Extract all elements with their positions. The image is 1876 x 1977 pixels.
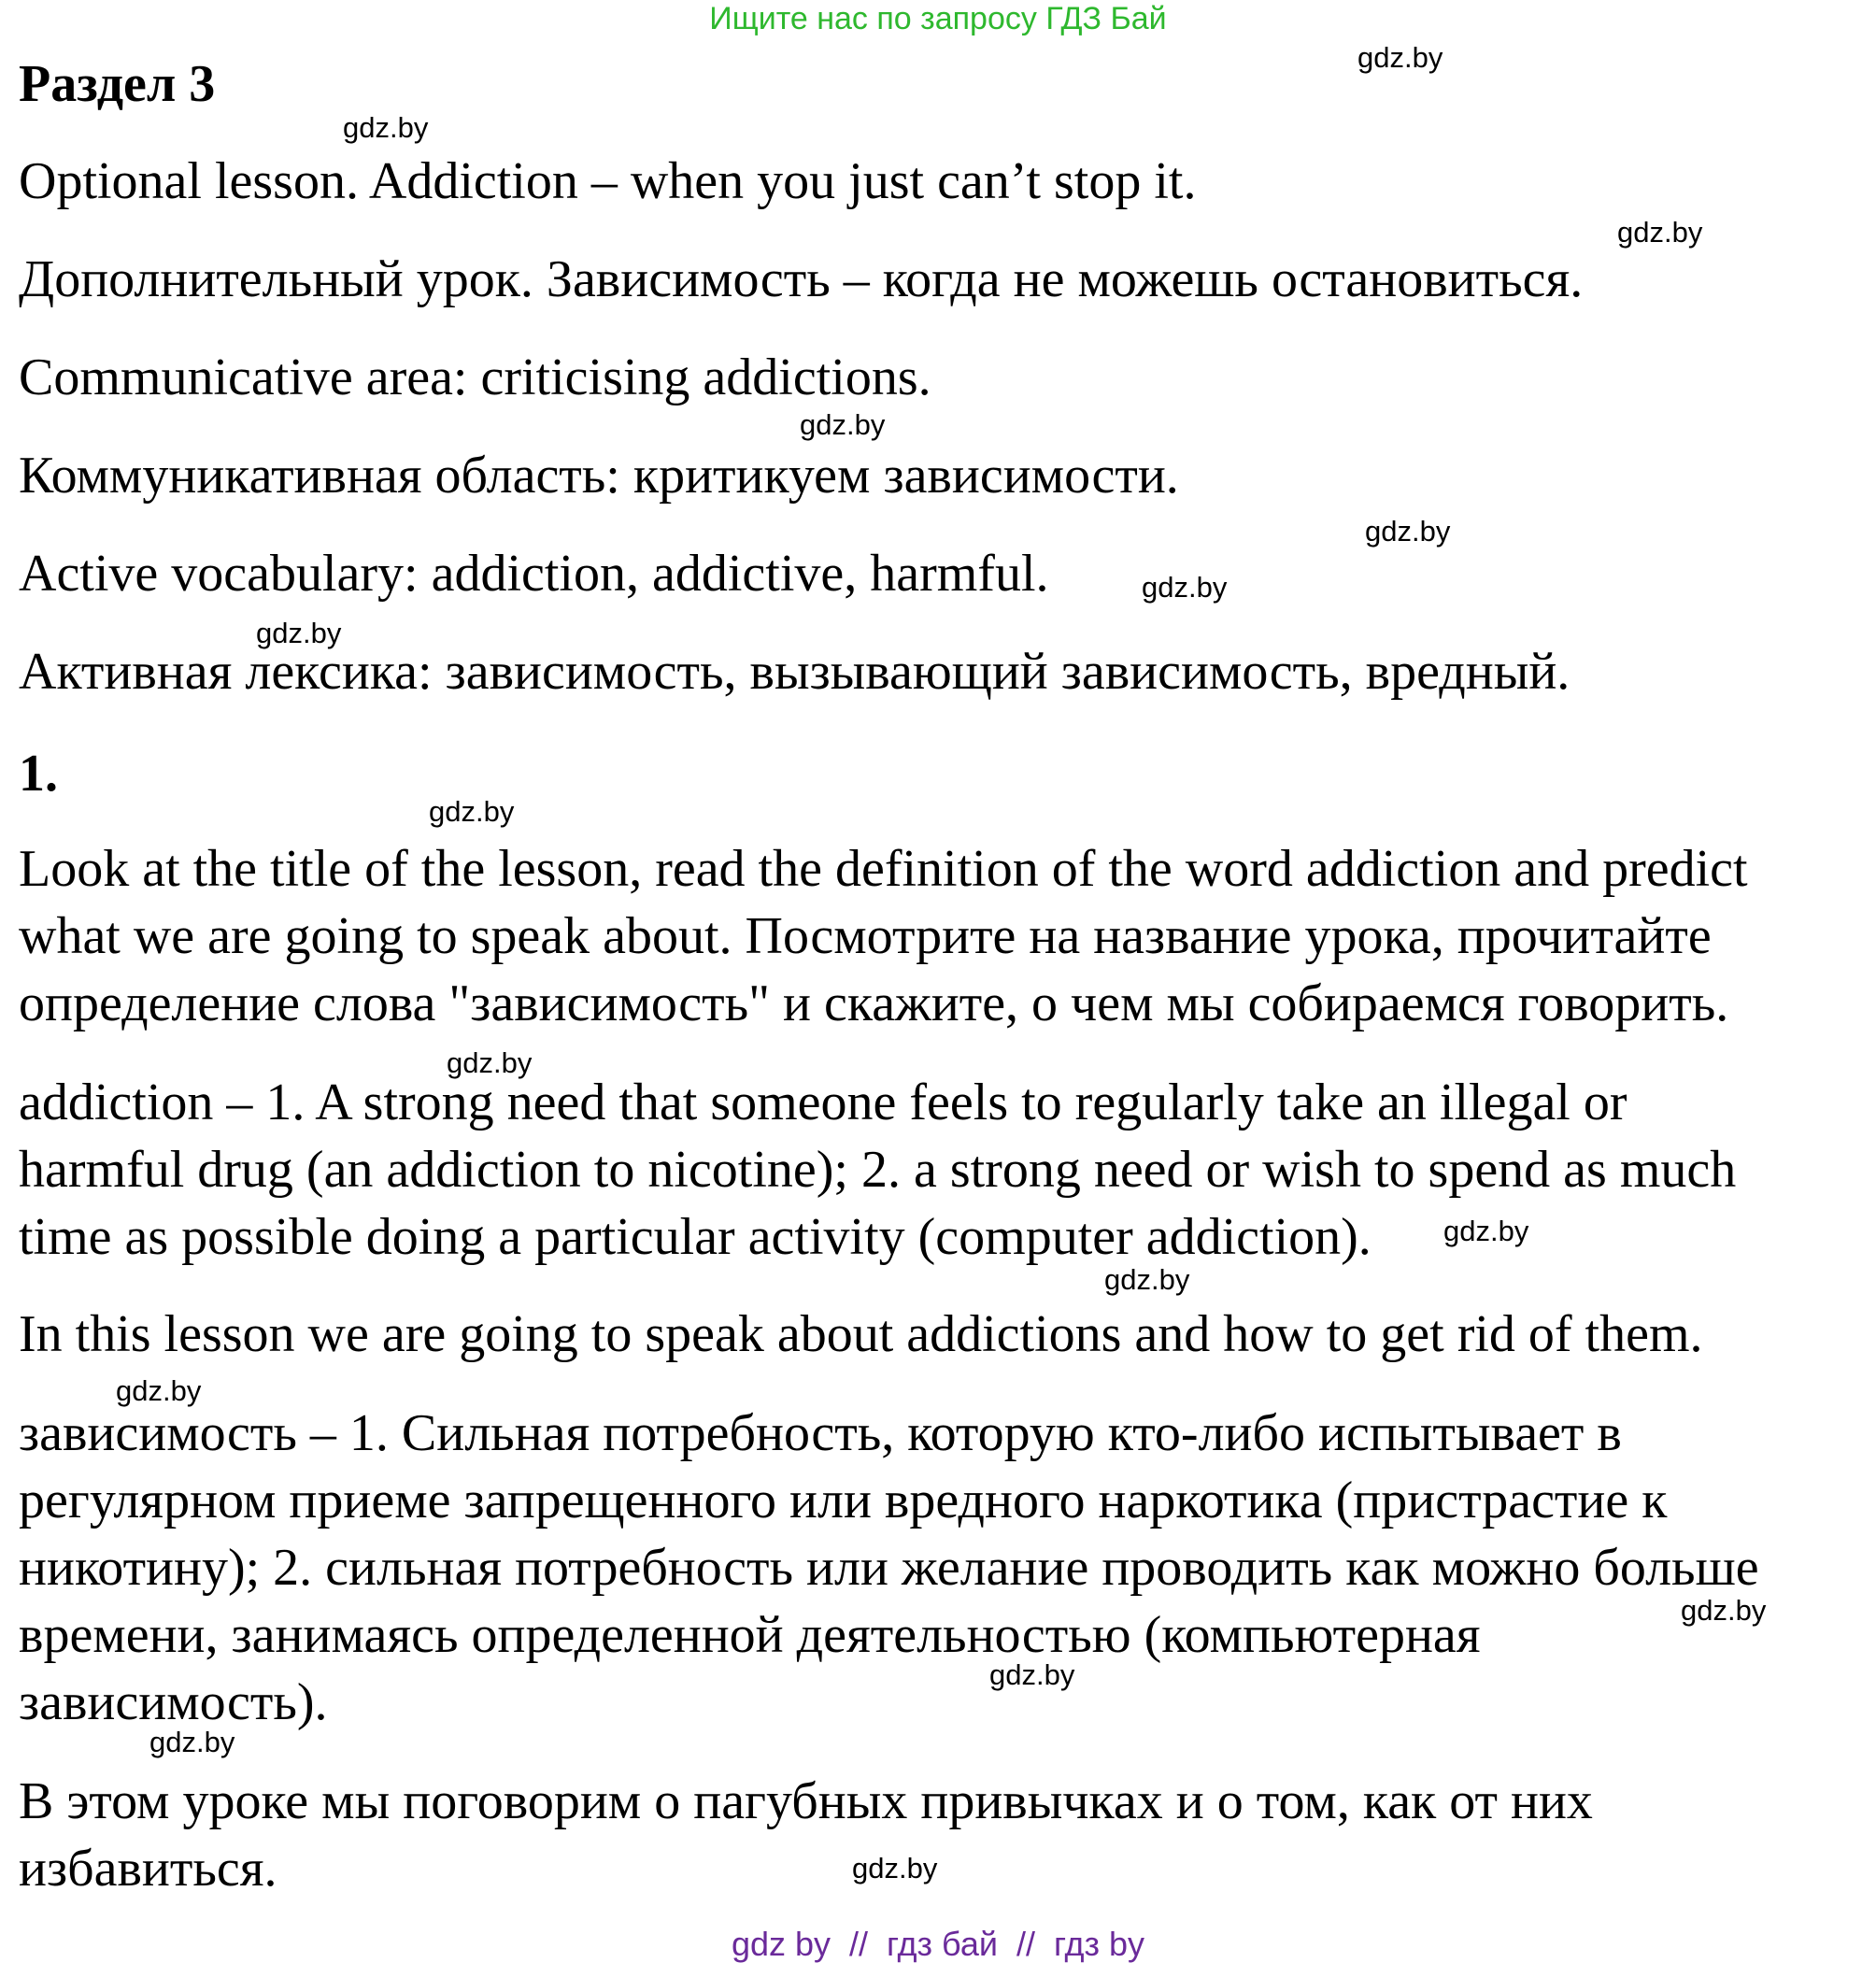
task-line: what we are going to speak about. Посмотрите на название урока, прочитайте xyxy=(19,907,1712,965)
answer-ru-line: В этом уроке мы поговорим о пагубных привычках и о том, как от них xyxy=(19,1772,1593,1830)
top-banner-link[interactable]: Ищите нас по запросу ГДЗ Бай xyxy=(709,1,1167,36)
answer-en: In this lesson we are going to speak about addictions and how to get rid of them. xyxy=(19,1305,1703,1363)
watermark: gdz.by xyxy=(1142,571,1228,604)
footer-links[interactable]: gdz by // гдз бай // гдз by xyxy=(731,1925,1145,1963)
watermark: gdz.by xyxy=(1104,1263,1190,1296)
definition-ru-line: зависимость). xyxy=(19,1673,328,1731)
watermark: gdz.by xyxy=(989,1658,1075,1691)
definition-en-line: time as possible doing a particular activity (computer addiction). xyxy=(19,1208,1371,1266)
watermark: gdz.by xyxy=(256,617,342,649)
task-line: Look at the title of the lesson, read the definition of the word addiction and predict xyxy=(19,840,1748,898)
definition-ru-line: времени, занимаясь определенной деятельностью (компьютерная xyxy=(19,1606,1481,1664)
watermark: gdz.by xyxy=(343,111,429,144)
communicative-area-ru: Коммуникативная область: критикуем зависимости. xyxy=(19,447,1179,505)
active-vocabulary-ru: Активная лексика: зависимость, вызывающий зависимость, вредный. xyxy=(19,643,1570,701)
watermark: gdz.by xyxy=(1617,216,1703,249)
watermark: gdz.by xyxy=(447,1046,533,1079)
watermark: gdz.by xyxy=(1357,41,1443,74)
definition-en-line: addiction – 1. A strong need that someone feels to regularly take an illegal or xyxy=(19,1074,1627,1131)
watermark: gdz.by xyxy=(852,1852,938,1885)
definition-ru-line: регулярном приеме запрещенного или вредного наркотика (пристрастие к xyxy=(19,1472,1668,1529)
watermark: gdz.by xyxy=(1443,1215,1529,1247)
lesson-title-en: Optional lesson. Addiction – when you just can’t stop it. xyxy=(19,152,1197,210)
watermark: gdz.by xyxy=(1681,1594,1767,1627)
watermark: gdz.by xyxy=(149,1726,235,1758)
watermark: gdz.by xyxy=(1365,515,1451,548)
answer-ru-line: избавиться. xyxy=(19,1840,277,1898)
exercise-number: 1. xyxy=(19,745,58,803)
watermark: gdz.by xyxy=(116,1374,202,1407)
definition-ru-line: зависимость – 1. Сильная потребность, которую кто-либо испытывает в xyxy=(19,1404,1622,1462)
lesson-title-ru: Дополнительный урок. Зависимость – когда не можешь остановиться. xyxy=(19,250,1584,308)
section-title: Раздел 3 xyxy=(19,55,216,113)
definition-en-line: harmful drug (an addiction to nicotine); 2. a strong need or wish to spend as much xyxy=(19,1141,1737,1199)
communicative-area-en: Communicative area: criticising addictions. xyxy=(19,348,931,406)
definition-ru-line: никотину); 2. сильная потребность или желание проводить как можно больше xyxy=(19,1539,1759,1597)
task-line: определение слова "зависимость" и скажите, о чем мы собираемся говорить. xyxy=(19,974,1729,1032)
watermark: gdz.by xyxy=(429,795,515,828)
active-vocabulary-en: Active vocabulary: addiction, addictive, harmful. xyxy=(19,545,1049,603)
watermark: gdz.by xyxy=(800,408,886,441)
